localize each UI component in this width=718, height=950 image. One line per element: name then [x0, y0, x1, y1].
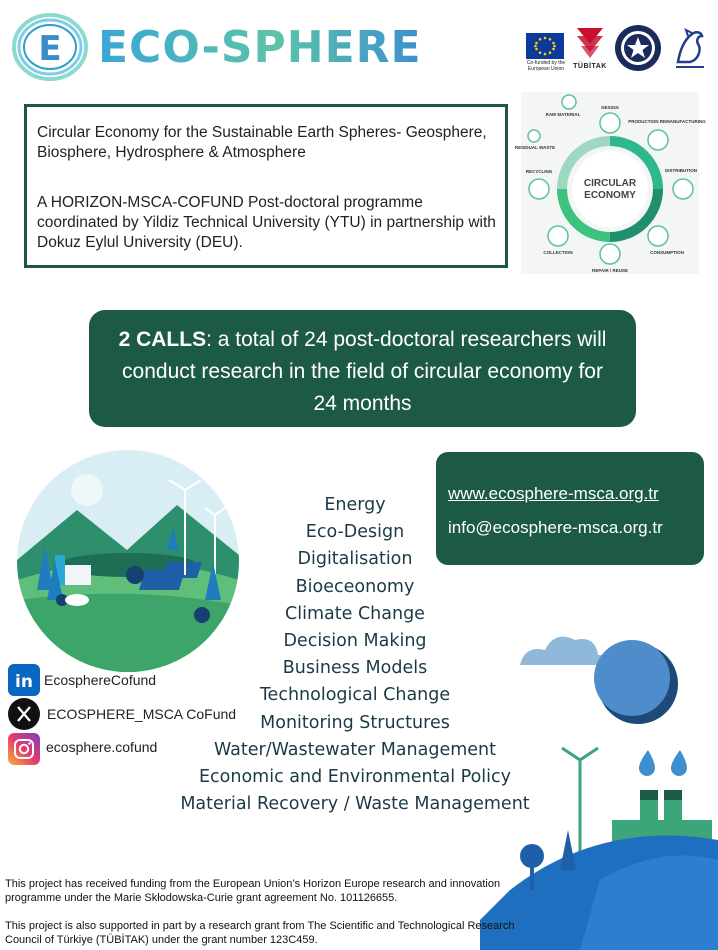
topic-item: Economic and Environmental Policy	[199, 767, 511, 788]
calls-text: : a total of 24 post-doctoral researchers will conduct research in the field of circular economy for 24 months	[122, 328, 607, 415]
calls-highlight: 2 CALLS	[118, 328, 207, 351]
ce-center-line1: CIRCULAR	[583, 178, 637, 189]
eu-caption: Co-funded by the European Union	[526, 60, 566, 72]
linkedin-handle[interactable]: EcosphereCofund	[44, 672, 157, 688]
ce-center-line2: ECONOMY	[584, 190, 636, 201]
topic-item: Eco-Design	[305, 522, 405, 543]
topic-item: Monitoring Structures	[260, 712, 450, 733]
tubitak-caption: TÜBİTAK	[573, 63, 607, 70]
x-handle[interactable]: ECOSPHERE_MSCA CoFund	[47, 706, 237, 722]
eco-sphere-logo-icon	[10, 10, 90, 85]
ce-stage-recycling: RECYCLING	[525, 169, 553, 174]
intro-body: A HORIZON-MSCA-COFUND Post-doctoral programme coordinated by Yildiz Technical University (YTU) in partnership with Dokuz Eylul University (DEU).	[37, 194, 496, 251]
circular-economy-diagram	[514, 92, 706, 274]
ytu-seal-icon	[614, 24, 662, 72]
topic-item: Decision Making	[283, 631, 427, 652]
ce-stage-production: PRODUCTION REMANUFACTURING	[628, 119, 706, 124]
x-icon[interactable]	[8, 698, 40, 730]
intro-box	[24, 104, 508, 268]
tubitak-logo-icon	[573, 24, 607, 62]
topic-item: Bioeceonomy	[295, 576, 415, 597]
deu-logo-icon	[668, 22, 712, 76]
topic-item: Business Models	[282, 658, 428, 679]
support-statement: This project is also supported in part by a research grant from The Scientific and Technological Research Council of Türkiye (TÜBİTAK) under the grant number 123C459.	[5, 920, 515, 946]
topic-item: Digitalisation	[297, 549, 413, 570]
ce-stage-consumption: CONSUMPTION	[650, 250, 684, 255]
topic-item: Energy	[324, 495, 386, 515]
calls-banner	[89, 310, 636, 427]
topic-item: Material Recovery / Waste Management	[180, 794, 530, 815]
ce-stage-collection: COLLECTION	[543, 250, 573, 255]
topic-item: Climate Change	[285, 603, 425, 624]
ce-stage-raw-material: RAW MATERIAL	[545, 112, 581, 117]
instagram-icon[interactable]	[8, 733, 40, 765]
topic-item: Water/Wastewater Management	[214, 739, 496, 760]
linkedin-icon[interactable]	[8, 664, 40, 696]
brand-title: ECO-SPHERE	[98, 22, 422, 73]
ce-stage-distribution: DISTRIBUTION	[665, 168, 697, 173]
funding-statement: This project has received funding from the European Union’s Horizon Europe research and innovation programme under the Marie Skłodowska-Curie grant agreement No. 101126655.	[5, 878, 501, 904]
ce-stage-design: DESIGN	[601, 105, 619, 110]
ce-stage-residual-waste: RESIDUAL WASTE	[514, 145, 556, 150]
instagram-handle[interactable]: ecosphere.cofund	[46, 739, 158, 755]
logo-letter: E	[38, 29, 62, 69]
website-link[interactable]: www.ecosphere-msca.org.tr	[448, 484, 659, 503]
email-link[interactable]: info@ecosphere-msca.org.tr	[448, 518, 663, 537]
topic-item: Technological Change	[259, 685, 451, 706]
ce-stage-repair: REPAIR / REUSE	[592, 268, 628, 273]
intro-title: Circular Economy for the Sustainable Earth Spheres- Geosphere, Biosphere, Hydrosphere & Atmosphere	[37, 124, 487, 161]
eu-flag-icon	[526, 33, 564, 59]
svg-text:in: in	[15, 672, 33, 692]
